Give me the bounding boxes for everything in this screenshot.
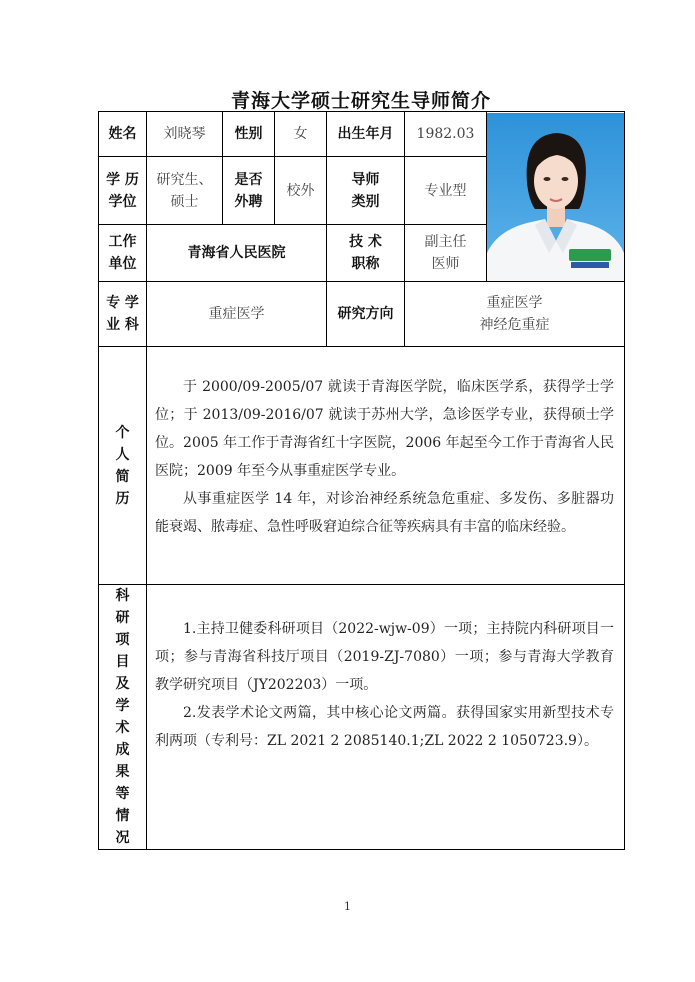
photo-cell (487, 112, 625, 282)
research-direction-label: 研究方向 (327, 282, 405, 347)
title-label: 技 术 职称 (327, 225, 405, 282)
research-content (147, 585, 625, 850)
work-unit-label: 工作 单位 (99, 225, 147, 282)
bio-content (147, 347, 625, 585)
bio-paragraph: 于 2000/09-2005/07 就读于青海医学院，临床医学系，获得学士学位；于 2013/09-2016/07 就读于苏州大学，急诊医学专业，获得硕士学位。2005 年工作于青海省红十字医院，2006 年起至今工作于青海省人民医院；2009 年至今从事重症医学专业。 (155, 379, 614, 479)
major-label: 专 学 业 科 (99, 282, 147, 347)
portrait-photo (487, 113, 624, 281)
education-value: 研究生、 硕士 (147, 157, 223, 225)
gender-label: 性别 (223, 112, 275, 157)
name-label: 姓名 (99, 112, 147, 157)
research-paragraph: 1.主持卫健委科研项目（2022-wjw-09）一项；主持院内科研项目一项；参与青海省科技厅项目（2019-ZJ-7080）一项；参与青海大学教育教学研究项目（JY202203）一项。 (155, 621, 614, 693)
major-value: 重症医学 (147, 282, 327, 347)
page-number: 1 (344, 900, 351, 913)
education-label: 学 历 学位 (99, 157, 147, 225)
supervisor-type-label: 导师 类别 (327, 157, 405, 225)
birth-value: 1982.03 (405, 112, 487, 157)
bio-paragraph: 从事重症医学 14 年，对诊治神经系统急危重症、多发伤、多脏器功能衰竭、脓毒症、急性呼吸窘迫综合征等疾病具有丰富的临床经验。 (155, 491, 614, 535)
gender-value: 女 (275, 112, 327, 157)
profile-table (98, 111, 625, 850)
external-value: 校外 (275, 157, 327, 225)
work-unit-value: 青海省人民医院 (147, 225, 327, 282)
research-label: 科 研 项 目 及 学 术 成 果 等 情 况 (99, 585, 147, 850)
bio-label: 个 人 简 历 (99, 347, 147, 585)
title-value: 副主任 医师 (405, 225, 487, 282)
research-direction-value: 重症医学 神经危重症 (405, 282, 625, 347)
page-title: 青海大学硕士研究生导师简介 (230, 90, 491, 112)
name-value: 刘晓琴 (147, 112, 223, 157)
research-paragraph: 2.发表学术论文两篇，其中核心论文两篇。获得国家实用新型技术专利两项（专利号：ZL 2021 2 2085140.1;ZL 2022 2 1050723.9）。 (155, 705, 614, 749)
birth-label: 出生年月 (327, 112, 405, 157)
external-label: 是否 外聘 (223, 157, 275, 225)
supervisor-type-value: 专业型 (405, 157, 487, 225)
